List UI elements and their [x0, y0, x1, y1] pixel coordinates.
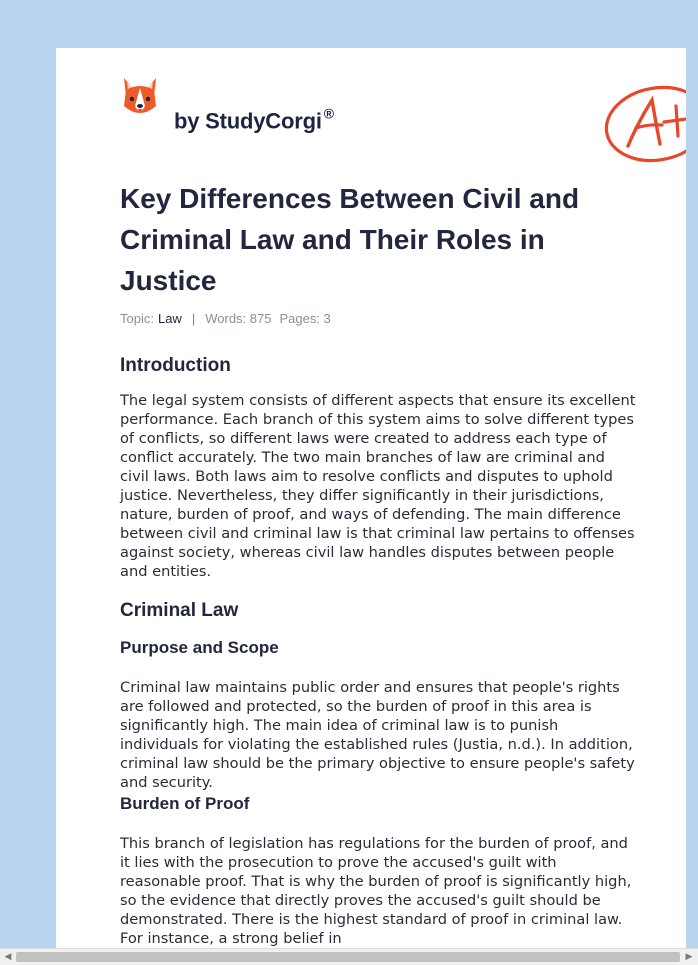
- corgi-logo-icon: [120, 76, 160, 120]
- burden-of-proof-paragraph: This branch of legislation has regulations for the burden of proof, and it lies with the prosecution to prove the accused's guilt with reasonable proof. That is why the burden of proof is significantly high, so the evidence that directly proves the accused's guilt should be demonstrated. There is the highest standard of proof in criminal law. For instance, a strong belief in: [120, 835, 632, 947]
- burden-of-proof-heading: Burden of Proof: [120, 794, 250, 813]
- brand-name[interactable]: by StudyCorgi ®: [174, 105, 334, 134]
- a-plus-grade-icon: [602, 84, 686, 166]
- purpose-scope-heading: Purpose and Scope: [120, 638, 279, 657]
- criminal-law-heading: Criminal Law: [120, 600, 239, 621]
- word-count: Words: 875: [205, 311, 272, 326]
- page-count: Pages: 3: [279, 311, 331, 326]
- header: [120, 74, 660, 134]
- scroll-left-arrow-icon[interactable]: ◀: [4, 952, 12, 962]
- trademark-symbol: ®: [323, 105, 334, 122]
- introduction-paragraph: The legal system consists of different aspects that ensure its excellent performance. Each branch of this system aims to solve different types of conflicts, so different laws were created to address each type of conflict accurately. The two main branches of law are criminal and civil laws. Both laws aim to resolve conflicts and disputes to uphold justice. Nevertheless, they differ significantly in their jurisdictions, nature, burden of proof, and ways of defending. The main difference between civil and criminal law is that criminal law pertains to offenses against society, whereas civil law handles disputes between people and entities.: [120, 392, 636, 580]
- scroll-right-arrow-icon[interactable]: ▶: [685, 952, 693, 962]
- horizontal-scrollbar[interactable]: [0, 948, 698, 965]
- scrollbar-thumb[interactable]: [16, 952, 680, 962]
- topic-label: Topic:: [120, 311, 154, 326]
- essay-page: [56, 48, 686, 964]
- meta-separator: |: [191, 311, 196, 326]
- essay-title: Key Differences Between Civil and Criminal Law and Their Roles in Justice: [120, 183, 580, 296]
- topic-link[interactable]: Law: [157, 311, 182, 326]
- essay-meta: [120, 311, 331, 326]
- introduction-heading: Introduction: [120, 355, 231, 376]
- purpose-scope-paragraph: Criminal law maintains public order and ensures that people's rights are followed and protected, so the burden of proof in this area is significantly high. The main idea of criminal law is to punish individuals for violating the established rules (Justia, n.d.). In addition, criminal law should be the primary objective to ensure people's safety and security.: [120, 679, 635, 791]
